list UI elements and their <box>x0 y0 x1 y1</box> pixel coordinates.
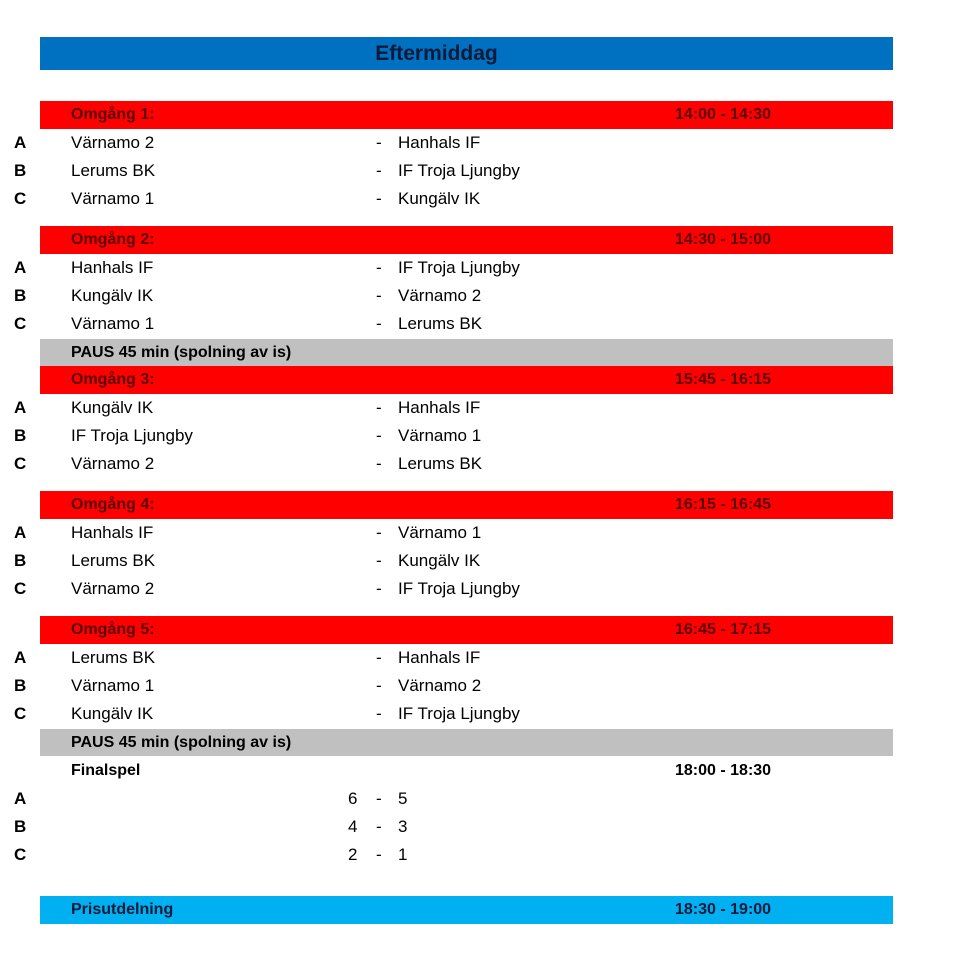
match-row <box>0 450 954 478</box>
match-group: C <box>14 579 27 598</box>
match-home-team: Värnamo 1 <box>71 314 155 333</box>
match-row <box>0 519 954 547</box>
prize-ceremony-bar <box>40 896 893 924</box>
match-row <box>0 422 954 450</box>
match-away-team: Värnamo 2 <box>398 676 482 695</box>
pause-label: PAUS 45 min (spolning av is) <box>71 343 292 361</box>
match-home-team: Kungälv IK <box>71 286 154 305</box>
match-row <box>0 282 954 310</box>
match-separator: - <box>376 258 382 277</box>
final-match-row <box>0 813 954 841</box>
match-separator: - <box>376 426 382 445</box>
match-home-team: Kungälv IK <box>71 398 154 417</box>
final-time: 18:00 - 18:30 <box>675 761 772 779</box>
match-separator: - <box>376 817 382 836</box>
match-row <box>0 672 954 700</box>
match-separator: - <box>376 551 382 570</box>
round-time: 16:15 - 16:45 <box>675 496 772 513</box>
match-away-team: IF Troja Ljungby <box>398 161 520 180</box>
match-separator: - <box>376 454 382 473</box>
final-home-seed: 4 <box>348 817 358 836</box>
round-time: 14:30 - 15:00 <box>675 231 772 248</box>
pause-label: PAUS 45 min (spolning av is) <box>71 733 292 751</box>
schedule-title-bar <box>40 37 893 70</box>
match-away-team: IF Troja Ljungby <box>398 579 520 598</box>
match-group: A <box>14 789 27 808</box>
match-group: B <box>14 286 27 305</box>
match-group: C <box>14 189 27 208</box>
round-time: 15:45 - 16:15 <box>675 371 772 388</box>
final-match-row <box>0 841 954 869</box>
match-group: B <box>14 551 27 570</box>
schedule-title: Eftermiddag <box>375 41 498 65</box>
round-time: 14:00 - 14:30 <box>675 106 772 123</box>
match-separator: - <box>376 189 382 208</box>
match-away-team: Hanhals IF <box>398 398 481 417</box>
match-row <box>0 254 954 282</box>
match-separator: - <box>376 286 382 305</box>
match-row <box>0 185 954 213</box>
match-row <box>0 310 954 338</box>
round-label: Omgång 3: <box>71 371 155 388</box>
match-home-team: Värnamo 2 <box>71 133 155 152</box>
round-label: Omgång 2: <box>71 231 155 248</box>
match-group: C <box>14 454 27 473</box>
match-home-team: Lerums BK <box>71 648 156 667</box>
match-row <box>0 700 954 728</box>
match-row <box>0 644 954 672</box>
match-away-team: IF Troja Ljungby <box>398 258 520 277</box>
match-separator: - <box>376 133 382 152</box>
round-time: 16:45 - 17:15 <box>675 621 772 638</box>
final-away-seed: 1 <box>398 845 408 864</box>
match-home-team: Värnamo 1 <box>71 189 155 208</box>
match-row <box>0 157 954 185</box>
round-label: Omgång 5: <box>71 621 155 638</box>
match-away-team: Värnamo 1 <box>398 426 482 445</box>
match-group: C <box>14 314 27 333</box>
match-group: A <box>14 523 27 542</box>
match-group: A <box>14 133 27 152</box>
final-home-seed: 2 <box>348 845 358 864</box>
match-group: B <box>14 426 27 445</box>
match-separator: - <box>376 523 382 542</box>
match-home-team: Hanhals IF <box>71 523 154 542</box>
match-home-team: IF Troja Ljungby <box>71 426 193 445</box>
match-row <box>0 547 954 575</box>
match-separator: - <box>376 579 382 598</box>
match-separator: - <box>376 314 382 333</box>
match-away-team: Värnamo 1 <box>398 523 482 542</box>
pause-bar-2 <box>40 729 893 756</box>
match-row <box>0 394 954 422</box>
round-label: Omgång 4: <box>71 496 155 513</box>
match-separator: - <box>376 789 382 808</box>
round-header-1 <box>40 101 893 129</box>
final-home-seed: 6 <box>348 789 358 808</box>
match-away-team: Lerums BK <box>398 314 483 333</box>
prize-time: 18:30 - 19:00 <box>675 901 772 918</box>
round-header-2 <box>40 226 893 254</box>
match-group: A <box>14 258 27 277</box>
final-away-seed: 5 <box>398 789 408 808</box>
final-header <box>40 757 893 784</box>
match-group: B <box>14 676 27 695</box>
match-away-team: Kungälv IK <box>398 551 481 570</box>
match-group: C <box>14 704 27 723</box>
match-separator: - <box>376 704 382 723</box>
pause-bar-1 <box>40 339 893 366</box>
match-home-team: Lerums BK <box>71 161 156 180</box>
match-home-team: Hanhals IF <box>71 258 154 277</box>
round-header-3 <box>40 366 893 394</box>
match-home-team: Kungälv IK <box>71 704 154 723</box>
match-separator: - <box>376 398 382 417</box>
round-header-4 <box>40 491 893 519</box>
match-row <box>0 575 954 603</box>
match-home-team: Värnamo 1 <box>71 676 155 695</box>
final-label: Finalspel <box>71 761 141 779</box>
match-away-team: Lerums BK <box>398 454 483 473</box>
match-group: A <box>14 398 27 417</box>
match-home-team: Värnamo 2 <box>71 454 155 473</box>
match-row <box>0 129 954 157</box>
round-label: Omgång 1: <box>71 106 155 123</box>
match-separator: - <box>376 161 382 180</box>
round-header-5 <box>40 616 893 644</box>
match-separator: - <box>376 676 382 695</box>
match-separator: - <box>376 845 382 864</box>
match-away-team: Hanhals IF <box>398 648 481 667</box>
match-group: B <box>14 817 27 836</box>
match-home-team: Värnamo 2 <box>71 579 155 598</box>
match-away-team: Kungälv IK <box>398 189 481 208</box>
match-group: A <box>14 648 27 667</box>
match-away-team: Värnamo 2 <box>398 286 482 305</box>
match-separator: - <box>376 648 382 667</box>
final-match-row <box>0 785 954 813</box>
prize-label: Prisutdelning <box>71 901 174 918</box>
match-home-team: Lerums BK <box>71 551 156 570</box>
match-group: B <box>14 161 27 180</box>
final-away-seed: 3 <box>398 817 408 836</box>
match-group: C <box>14 845 27 864</box>
match-away-team: Hanhals IF <box>398 133 481 152</box>
match-away-team: IF Troja Ljungby <box>398 704 520 723</box>
